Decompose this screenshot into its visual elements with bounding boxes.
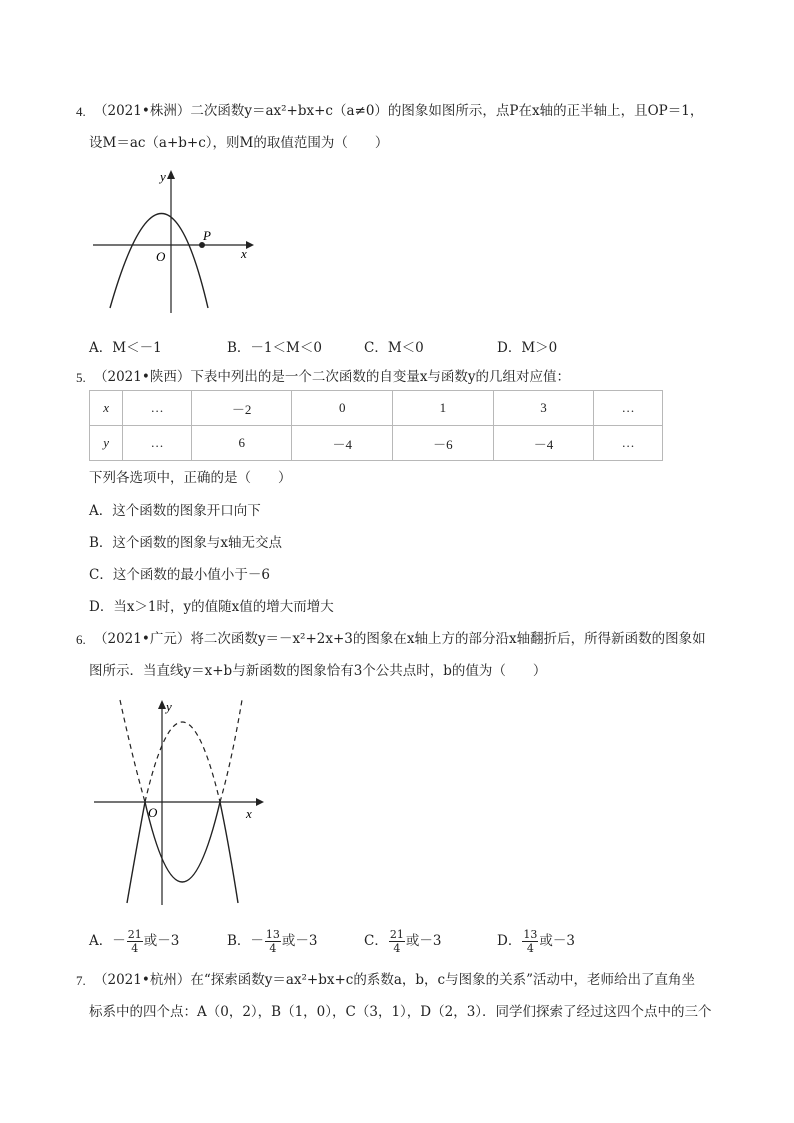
q6-origin-label: O [148,805,158,820]
q6-option-letter: A． [89,933,113,949]
q6-option-letter: B． [227,933,251,949]
q6-y-axis-label: y [166,699,172,714]
q6-option-c [364,928,441,955]
q6-option-fraction [127,928,143,955]
q6-x-axis-label: x [246,806,252,821]
q6-option-sign: － [112,933,126,949]
fraction-numerator: 21 [127,928,142,941]
q6-option-letter: D． [497,933,522,949]
q5-option-c: C．这个函数的最小值小于－6 [89,567,270,583]
q6-option-d [497,928,575,955]
q6-stem-line1: （2021•广元）将二次函数y＝－x²+2x+3的图象在x轴上方的部分沿x轴翻折后，所得新函数的图象如 [94,631,706,647]
table-row [90,391,663,426]
q4-stem-line2: 设M＝ac（a+b+c），则M的取值范围为（ ） [89,135,389,151]
table-cell: 3 [493,391,594,426]
fraction-numerator: 13 [523,928,538,941]
table-cell: 6 [191,426,292,461]
q5-option-d: D．当x＞1时，y的值随x值的增大而增大 [89,599,334,615]
table-row [90,426,663,461]
q6-stem-line2: 图所示．当直线y＝x+b与新函数的图象恰有3个公共点时，b的值为（ ） [89,663,547,679]
table-cell: －4 [493,426,594,461]
q5-value-table [89,390,663,461]
q6-option-a [89,928,179,955]
fraction-denominator: 4 [269,942,277,955]
table-cell: … [123,426,192,461]
q4-origin-label: O [156,249,166,264]
q6-option-tail: 或－3 [281,933,318,949]
q6-number: 6. [76,632,86,647]
table-cell: －6 [393,426,494,461]
q6-option-tail: 或－3 [143,933,180,949]
q4-option-c: C．M＜0 [364,340,424,356]
q6-option-fraction [389,928,405,955]
table-cell: 0 [292,391,393,426]
table-cell: … [123,391,192,426]
q4-number: 4. [76,104,86,119]
q6-option-tail: 或－3 [405,933,442,949]
q5-option-b: B．这个函数的图象与x轴无交点 [89,535,283,551]
q6-option-sign: － [250,933,264,949]
table-cell: … [594,391,663,426]
fraction-denominator: 4 [131,942,139,955]
q4-option-d: D．M＞0 [497,340,558,356]
q4-option-b: B．－1＜M＜0 [227,340,322,356]
table-cell: －4 [292,426,393,461]
table-cell: 1 [393,391,494,426]
table-cell: －2 [191,391,292,426]
q5-option-a: A．这个函数的图象开口向下 [89,503,261,519]
table-cell: … [594,426,663,461]
fraction-numerator: 13 [265,928,280,941]
q4-option-a: A．M＜－1 [89,340,162,356]
q5-stem: （2021•陕西）下表中列出的是一个二次函数的自变量x与函数y的几组对应值： [94,369,571,385]
q4-x-axis-label: x [241,246,247,261]
q5-number: 5. [76,370,86,385]
q6-option-fraction [265,928,281,955]
fraction-numerator: 21 [389,928,404,941]
q4-parabola-graph [88,165,258,315]
q7-stem-line1: （2021•杭州）在“探索函数y＝ax²+bx+c的系数a，b，c与图象的关系”活动中，老师给出了直角坐 [94,972,696,988]
fraction-denominator: 4 [393,942,401,955]
q4-y-axis-label: y [160,169,166,184]
q6-option-tail: 或－3 [539,933,575,949]
q6-option-fraction [522,928,538,955]
q7-stem-line2: 标系中的四个点：A（0，2），B（1，0），C（3，1），D（2，3）．同学们探索了经过这四个点中的三个 [89,1004,712,1020]
table-cell: x [90,391,123,426]
q7-number: 7. [76,973,86,988]
table-cell: y [90,426,123,461]
q6-option-b [227,928,318,955]
fraction-denominator: 4 [526,942,534,955]
q5-prompt: 下列各选项中，正确的是（ ） [89,470,292,486]
q4-stem-line1: （2021•株洲）二次函数y＝ax²+bx+c（a≠0）的图象如图所示，点P在x轴的正半轴上，且OP＝1， [94,103,704,119]
q4-point-p-label: P [203,228,211,243]
q6-option-letter: C． [364,933,388,949]
q6-folded-parabola-graph [90,695,265,910]
